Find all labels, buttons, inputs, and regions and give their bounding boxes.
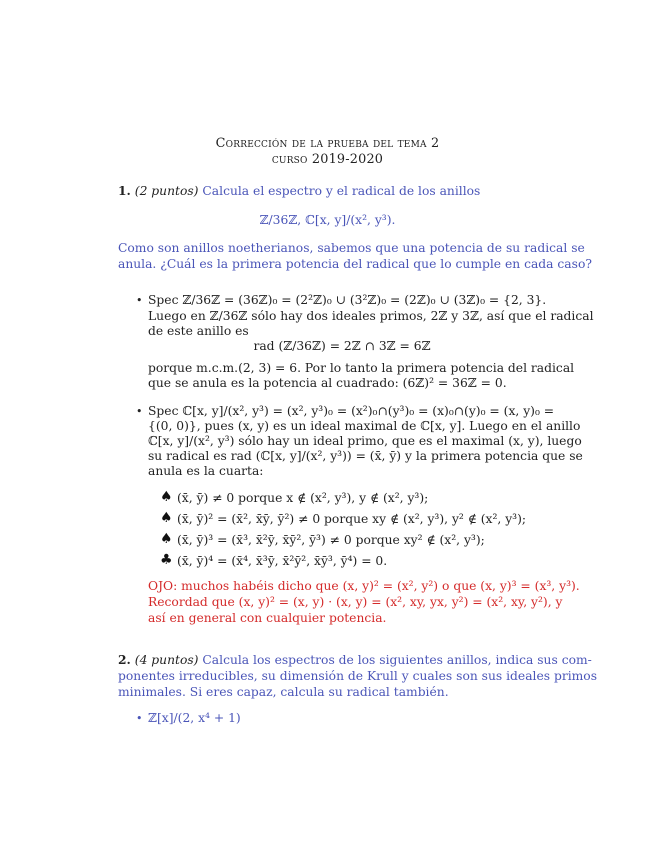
- power-4-text: (x̄, ȳ)⁴ = (x̄⁴, x̄³ȳ, x̄²ȳ², x̄ȳ³, ȳ⁴) = 0.: [177, 554, 388, 568]
- question-1-text-line-2: anula. ¿Cuál es la primera potencia del radical que lo cumple en cada caso?: [118, 257, 592, 271]
- bullet-icon: •: [136, 294, 143, 307]
- question-2-prompt-line-3: minimales. Si eres capaz, calcula su radical también.: [118, 685, 449, 699]
- club-icon: ♣: [160, 552, 173, 568]
- bullet-icon: •: [136, 405, 143, 418]
- answer-a-line-3: de este anillo es: [148, 324, 249, 338]
- note-line-3: así en general con cualquier potencia.: [148, 611, 387, 625]
- spade-icon: ♠: [160, 510, 173, 526]
- answer-a-line-4: porque m.c.m.(2, 3) = 6. Por lo tanto la primera potencia del radical: [148, 361, 575, 375]
- answer-b-line-2: {(0, 0)}, pues (x, y) es un ideal maximal de ℂ[x, y]. Luego en el anillo: [148, 419, 581, 433]
- answer-b-line-5: anula es la cuarta:: [148, 464, 264, 478]
- page-title: Corrección de la prueba del tema 2: [215, 136, 440, 151]
- question-1-heading: [118, 183, 480, 199]
- answer-a-line-5: que se anula es la potencia al cuadrado: (6ℤ)² = 36ℤ = 0.: [148, 376, 507, 390]
- bullet-icon: •: [136, 712, 143, 725]
- power-3-text: (x̄, ȳ)³ = (x̄³, x̄²ȳ, x̄ȳ², ȳ³) ≠ 0 porque xy² ∉ (x², y³);: [177, 533, 485, 547]
- question-2-heading: [118, 652, 592, 668]
- power-2-text: (x̄, ȳ)² = (x̄², x̄ȳ, ȳ²) ≠ 0 porque xy ∉ (x², y³), y² ∉ (x², y³);: [177, 512, 527, 526]
- power-1-text: (x̄, ȳ) ≠ 0 porque x ∉ (x², y³), y ∉ (x², y³);: [177, 491, 429, 505]
- question-2-points: (4 puntos): [134, 653, 199, 667]
- question-2-prompt-line-2: ponentes irreducibles, su dimensión de Krull y cuales son sus ideales primos: [118, 669, 598, 683]
- question-1-text-line-1: Como son anillos noetherianos, sabemos que una potencia de su radical se: [118, 241, 585, 255]
- answer-a-line-1: Spec ℤ/36ℤ = (36ℤ)₀ = (2²ℤ)₀ ∪ (3²ℤ)₀ = (2ℤ)₀ ∪ (3ℤ)₀ = {2, 3}.: [148, 293, 547, 307]
- answer-b-line-4: su radical es rad (ℂ[x, y]/(x², y³)) = (x̄, ȳ) y la primera potencia que se: [148, 449, 583, 463]
- course-subtitle: curso 2019-2020: [271, 152, 384, 167]
- question-1-points: (2 puntos): [134, 184, 199, 198]
- note-line-1: OJO: muchos habéis dicho que (x, y)² = (x², y²) o que (x, y)³ = (x³, y³).: [148, 579, 580, 593]
- spade-icon: ♠: [160, 489, 173, 505]
- spade-icon: ♠: [160, 531, 173, 547]
- answer-b-line-3: ℂ[x, y]/(x², y³) sólo hay un ideal primo, que es el maximal (x, y), luego: [148, 434, 582, 448]
- question-1-rings: ℤ/36ℤ, ℂ[x, y]/(x², y³).: [259, 213, 396, 227]
- answer-b-line-1: Spec ℂ[x, y]/(x², y³) = (x², y³)₀ = (x²)₀∩(y³)₀ = (x)₀∩(y)₀ = (x, y)₀ =: [148, 404, 555, 418]
- note-line-2: Recordad que (x, y)² = (x, y) · (x, y) = (x², xy, yx, y²) = (x², xy, y²), y: [148, 595, 563, 609]
- question-1-number: 1.: [118, 183, 131, 198]
- answer-a-line-2: Luego en ℤ/36ℤ sólo hay dos ideales primos, 2ℤ y 3ℤ, así que el radical: [148, 309, 594, 323]
- question-2-item-1: ℤ[x]/(2, x⁴ + 1): [148, 711, 241, 725]
- answer-a-equation: rad (ℤ/36ℤ) = 2ℤ ∩ 3ℤ = 6ℤ: [253, 339, 431, 353]
- question-2-prompt-line-1: Calcula los espectros de los siguientes anillos, indica sus com-: [202, 653, 592, 667]
- question-2-number: 2.: [118, 652, 131, 667]
- question-1-prompt: Calcula el espectro y el radical de los anillos: [202, 184, 481, 198]
